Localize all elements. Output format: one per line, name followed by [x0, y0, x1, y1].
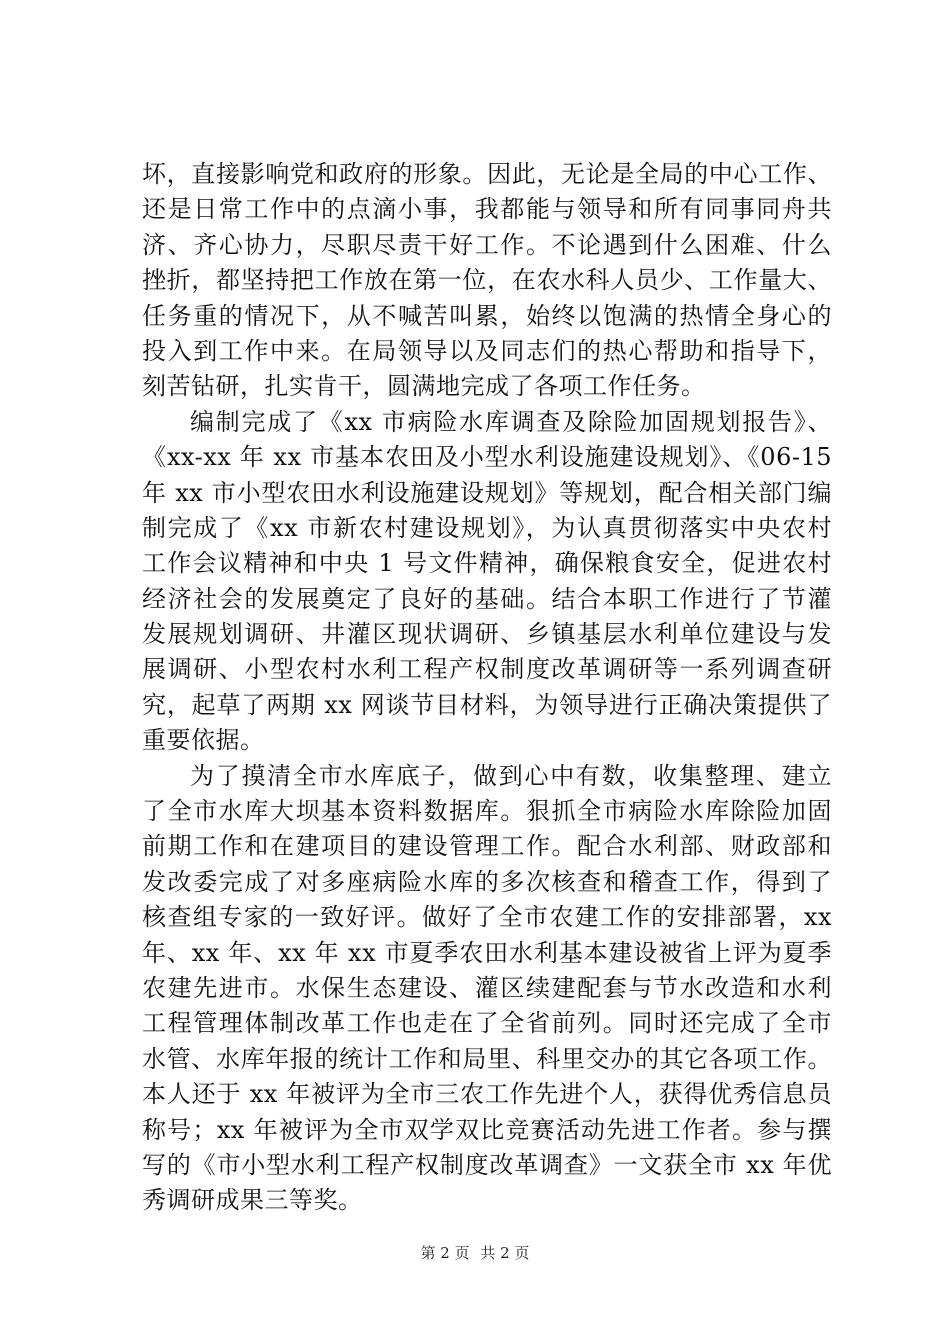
text-line: 前期工作和在建项目的建设管理工作。配合水利部、财政部和: [142, 832, 832, 861]
text-line: 了全市水库大坝基本资料数据库。狠抓全市病险水库除险加固: [142, 797, 832, 826]
text-line: 展调研、小型农村水利工程产权制度改革调研等一系列调查研: [142, 655, 832, 684]
text-line: 坏，直接影响党和政府的形象。因此，无论是全局的中心工作、: [142, 160, 832, 188]
text-line: 核查组专家的一致好评。做好了全市农建工作的安排部署，xx: [142, 903, 832, 932]
text-line: 还是日常工作中的点滴小事，我都能与领导和所有同事同舟共: [142, 195, 832, 224]
text-line: 挫折，都坚持把工作放在第一位，在农水科人员少、工作量大、: [142, 266, 832, 295]
text-line: 《xx-xx 年 xx 市基本农田及小型水利设施建设规划》、《06-15: [142, 443, 832, 472]
document-body: [142, 157, 832, 1219]
text-line: 究，起草了两期 xx 网谈节目材料，为领导进行正确决策提供了: [142, 690, 832, 719]
text-line: 制完成了《xx 市新农村建设规划》，为认真贯彻落实中央农村: [142, 513, 832, 542]
text-line: 年 xx 市小型农田水利设施建设规划》等规划，配合相关部门编: [142, 478, 832, 507]
text-line: 重要依据。: [142, 726, 265, 755]
text-line: 投入到工作中来。在局领导以及同志们的热心帮助和指导下，: [142, 336, 832, 365]
text-line: 刻苦钻研，扎实肯干，圆满地完成了各项工作任务。: [142, 372, 706, 401]
page-footer: [0, 1243, 950, 1263]
text-line: 水管、水库年报的统计工作和局里、科里交办的其它各项工作。: [142, 1044, 832, 1073]
text-line: 工程管理体制改革工作也走在了全省前列。同时还完成了全市: [142, 1009, 832, 1038]
text-line: 本人还于 xx 年被评为全市三农工作先进个人，获得优秀信息员: [142, 1080, 832, 1109]
page-total: 共 2 页: [480, 1244, 530, 1262]
text-line: 称号；xx 年被评为全市双学双比竞赛活动先进工作者。参与撰: [142, 1115, 832, 1144]
text-line: 编制完成了《xx 市病险水库调查及除险加固规划报告》、: [190, 407, 832, 436]
text-line: 农建先进市。水保生态建设、灌区续建配套与节水改造和水利: [142, 973, 832, 1002]
text-line: 为了摸清全市水库底子，做到心中有数，收集整理、建立: [190, 761, 832, 790]
text-line: 秀调研成果三等奖。: [142, 1186, 363, 1215]
text-line: 发改委完成了对多座病险水库的多次核查和稽查工作，得到了: [142, 867, 832, 896]
text-line: 济、齐心协力，尽职尽责干好工作。不论遇到什么困难、什么: [142, 230, 832, 259]
text-line: 经济社会的发展奠定了良好的基础。结合本职工作进行了节灌: [142, 584, 832, 613]
text-line: 年、xx 年、xx 年 xx 市夏季农田水利基本建设被省上评为夏季: [142, 938, 832, 967]
text-line: 写的《市小型水利工程产权制度改革调查》一文获全市 xx 年优: [142, 1150, 832, 1179]
page-number: 第 2 页: [420, 1244, 470, 1262]
text-line: 发展规划调研、井灌区现状调研、乡镇基层水利单位建设与发: [142, 620, 832, 649]
text-line: 工作会议精神和中央 1 号文件精神，确保粮食安全，促进农村: [142, 549, 832, 578]
text-line: 任务重的情况下，从不喊苦叫累，始终以饱满的热情全身心的: [142, 301, 832, 330]
